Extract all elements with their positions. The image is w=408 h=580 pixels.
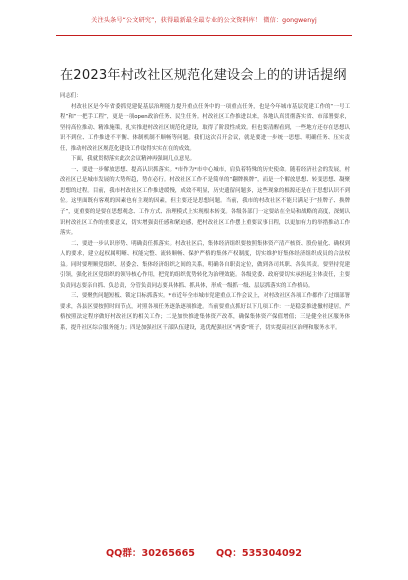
qq-group-contact bbox=[106, 548, 195, 559]
qq-contact bbox=[216, 548, 302, 559]
paragraph-section-1: 一、要进一步解放思想、提高认识抓落实。*市作为*市中心城市，肩负着特殊的历史使命。随着经济社会的发展，村改社区已是城市发展的大势所趋，势在必行。村改社区工作不是简单的“翻牌换牌”，而是一个解放思想、转变思想、凝聚思想的过程。目前，我市村改社区工作推进缓慢，成效不明显，历史遗留问题多，这些现象的根源还是在于思想认识不到位。这里面既有客观的因素也有主观的因素，但主要还是思想问题。当前，我市的村改社区不能只满足于“挂牌子、换牌子”，更重要的是要在思想观念、工作方式、治理模式上实现根本转变。各级各部门一定要站在全局和战略的高度，深刻认识村改社区工作的重要意义，切实增强责任感和紧迫感，把村改社区工作摆上重要议事日程，以更加有力的举措推动工作落实。 bbox=[60, 166, 350, 237]
document-title: 在2023年村改社区规范化建设会上的的讲话提纲 bbox=[60, 68, 347, 83]
document-body bbox=[60, 91, 350, 334]
paragraph-intro: 村改社区是今年省委抓党建促基层治理能力提升重点任务中的一项重点任务，也是今年城市基层党建工作的“一号工程”和“一把手工程”，更是一项open政治任务、民生任务。村改社区工作推进以来，各地认真贯彻落实省、市部署要求，坚持高位推动、精准施策，扎实推进村改社区规范化建设，取得了阶段性成效。但也要清醒看到，一些地方还存在思想认识不到位、工作推进不平衡、体制机制不顺畅等问题。我们这次召开会议，就是要进一步统一思想、明确任务、压实责任，推动村改社区规范化建设工作取得实实在在的成效。 bbox=[60, 103, 350, 152]
qq-group-label: QQ群： bbox=[106, 548, 142, 559]
banner-divider bbox=[56, 35, 352, 36]
paragraph-transition: 下面，我就贯彻落实此次会议精神再强调几点意见。 bbox=[71, 156, 195, 163]
qq-number: 535304092 bbox=[241, 548, 302, 559]
top-banner bbox=[0, 0, 408, 44]
paragraph-section-3: 三、要聚焦问题短板、锁定目标抓落实。*市近年全市城市党建重点工作会议上，对村改社区各项工作都作了过细部署要求，各县区要按照时间节点，对照各项任务逐条逐项推进。当前要重点抓好以下几项工作：一是稳妥推进撤村建居，严格按照法定程序做好村改社区的相关工作；二是加快推进集体资产改革，确保集体资产保值增值；三是健全社区服务体系，提升社区综合服务能力；四是加强社区干部队伍建设，选优配强社区“两委”班子，切实提高社区治理和服务水平。 bbox=[60, 293, 350, 332]
contact-footer bbox=[0, 545, 408, 565]
qq-label: QQ： bbox=[215, 548, 242, 559]
greeting: 同志们： bbox=[60, 93, 82, 99]
qq-group-number: 30265665 bbox=[141, 548, 195, 559]
paragraph-section-2: 二、要进一步认识形势、明确责任抓落实。村改社区后，集体经济组织要按照集体资产清产核资、股份量化、确权到人的要求，建立起权属明晰、权能完整、流转顺畅、保护严格的集体产权制度，切实维护好集体经济组织成员的合法权益。同时要理顺党组织、居委会、集体经济组织之间的关系，明确各自职责定位，做到各司其职、各负其责。要坚持党建引领，强化社区党组织的领导核心作用，把党的组织优势转化为治理效能。各级党委、政府要切实承担起主体责任，主要负责同志要亲自抓、负总责，分管负责同志要具体抓、抓具体，形成一级抓一级、层层抓落实的工作格局。 bbox=[60, 240, 350, 289]
banner-text: 关注头条号“公文研究”，获得最新最全最专业的公文资料库！ 微信：gongwenyj bbox=[91, 17, 317, 24]
